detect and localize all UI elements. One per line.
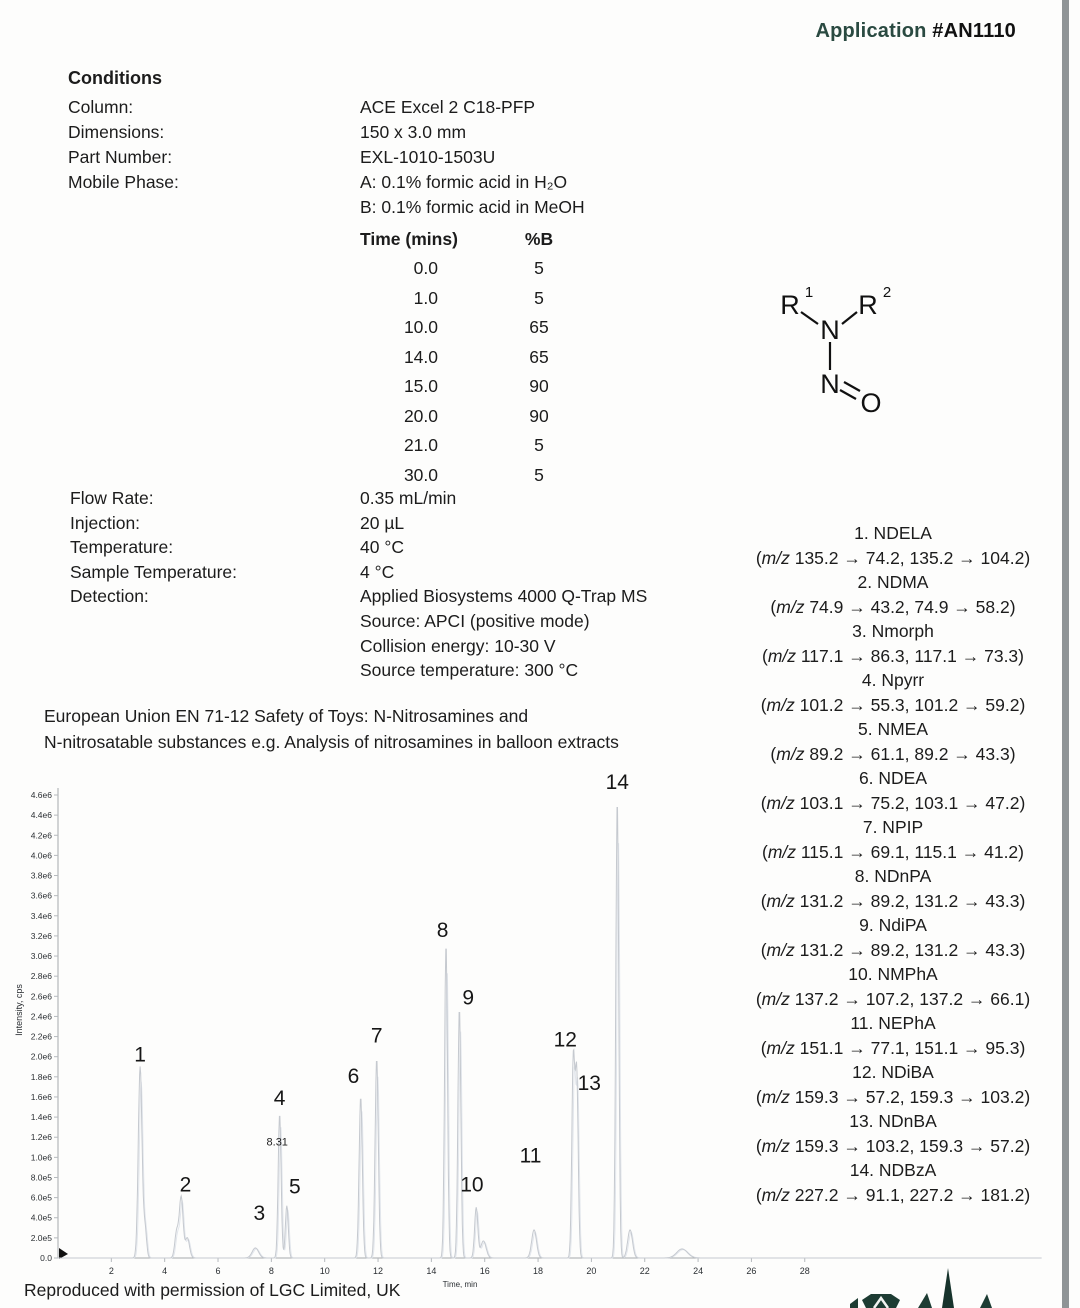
y-axis-label: Intensity, cps — [14, 984, 24, 1036]
peak-label-8: 8 — [436, 918, 449, 942]
compound-name: 11. NEPhA — [850, 1013, 936, 1033]
condition-value: 150 x 3.0 mm — [360, 122, 467, 142]
condition-row — [68, 120, 585, 145]
peak-label-6: 6 — [347, 1064, 360, 1088]
x-tick-label: 14 — [426, 1266, 437, 1276]
y-tick-label: 8.0e5 — [30, 1172, 52, 1183]
compound-item — [725, 1158, 1061, 1207]
compound-item — [725, 1060, 1061, 1109]
compound-transitions: (m/z 115.1 → 69.1, 115.1 → 41.2) — [761, 841, 1024, 862]
x-tick-label: 20 — [586, 1266, 597, 1276]
y-tick-label: 4.6e6 — [30, 790, 52, 800]
condition-row — [70, 486, 647, 511]
condition-label: Part Number: — [68, 147, 173, 167]
x-tick-label: 24 — [693, 1266, 704, 1276]
y-tick-label: 3.2e6 — [30, 930, 52, 941]
y-tick-label: 2.0e5 — [30, 1232, 52, 1243]
y-tick-label: 3.8e6 — [30, 870, 52, 881]
y-tick-label: 2.4e6 — [30, 1011, 52, 1022]
mz-italic: m/z — [776, 743, 805, 764]
gradient-header-time: Time (mins) — [360, 229, 458, 249]
gradient-percent-b-cell: 90 — [529, 405, 549, 426]
application-number: #AN1110 — [932, 20, 1016, 42]
peak-retention-annotation: 8.31 — [266, 1136, 288, 1149]
peak-label-11: 11 — [519, 1144, 542, 1168]
peak-label-7: 7 — [370, 1024, 383, 1048]
compound-name: 10. NMPhA — [848, 964, 938, 984]
compound-name: 7. NPIP — [862, 817, 924, 837]
mz-italic: m/z — [766, 694, 795, 715]
structure-r1: R — [780, 290, 800, 320]
condition-values — [360, 120, 466, 145]
mz-italic: m/z — [766, 939, 795, 960]
compound-name: 14. NDBzA — [849, 1160, 937, 1180]
y-tick-label: 6.0e5 — [30, 1192, 52, 1203]
condition-value: A: 0.1% formic acid in H₂O — [360, 172, 568, 192]
brand-logo-partial — [850, 1248, 1060, 1308]
peak-label-4: 4 — [273, 1087, 286, 1111]
gradient-percent-b-cell: 5 — [534, 258, 544, 278]
application-label: Application — [815, 20, 933, 42]
compound-item — [725, 864, 1061, 913]
condition-row — [68, 145, 585, 170]
condition-row — [68, 170, 585, 220]
compound-transitions: (m/z 135.2 → 74.2, 135.2 → 104.2) — [755, 547, 1031, 568]
x-tick-label: 26 — [746, 1266, 757, 1276]
peak-label-14: 14 — [605, 770, 629, 794]
gradient-table-header — [360, 224, 640, 254]
structure-r2: R — [858, 290, 878, 320]
condition-value: Source: APCI (positive mode) — [360, 610, 590, 631]
mz-italic: m/z — [767, 645, 797, 666]
mz-italic: m/z — [761, 1135, 790, 1156]
condition-values — [360, 560, 394, 585]
compound-transitions: (m/z 103.1 → 75.2, 103.1 → 47.2) — [760, 792, 1026, 813]
condition-value: 4 °C — [360, 561, 395, 582]
origin-arrow-icon — [59, 1248, 68, 1259]
compound-name: 12. NDiBA — [852, 1062, 934, 1082]
condition-values — [360, 584, 647, 682]
study-title-line1: European Union EN 71-12 Safety of Toys: N-Nitrosamines and — [44, 706, 529, 726]
compound-transitions: (m/z 131.2 → 89.2, 131.2 → 43.3) — [760, 890, 1026, 911]
compound-item — [725, 619, 1061, 668]
logo-peak-small-right — [980, 1294, 992, 1308]
gradient-header-percent-b: %B — [524, 229, 554, 249]
bond-n-o-1 — [840, 390, 856, 399]
gradient-row — [360, 372, 640, 402]
compound-transitions: (m/z 151.1 → 77.1, 151.1 → 95.3) — [760, 1037, 1026, 1058]
mz-italic: m/z — [761, 1184, 790, 1205]
condition-label: Mobile Phase: — [68, 172, 179, 192]
compound-item — [725, 913, 1061, 962]
gradient-table-body — [360, 254, 640, 490]
y-tick-label: 1.4e6 — [30, 1112, 52, 1123]
compound-name: 6. NDEA — [858, 768, 928, 788]
condition-row — [70, 535, 647, 560]
compound-name: 3. Nmorph — [852, 621, 934, 641]
gradient-row — [360, 343, 640, 373]
gradient-table — [360, 224, 640, 490]
gradient-percent-b-cell: 90 — [529, 376, 549, 396]
gradient-time-cell: 21.0 — [403, 435, 438, 455]
compound-transitions: (m/z 101.2 → 55.3, 101.2 → 59.2) — [760, 694, 1026, 715]
y-tick-label: 4.2e6 — [30, 830, 52, 841]
condition-label: Temperature: — [70, 537, 174, 558]
gradient-time-cell: 14.0 — [403, 346, 438, 367]
gradient-row — [360, 402, 640, 432]
condition-values — [360, 535, 404, 560]
condition-label: Sample Temperature: — [70, 561, 237, 582]
structure-r2-superscript: 2 — [882, 284, 892, 301]
compound-name: 13. NDnBA — [849, 1111, 937, 1131]
bond-n-o-2 — [844, 382, 860, 391]
mz-italic: m/z — [766, 792, 795, 813]
bond-r1-n — [801, 312, 818, 324]
condition-label: Flow Rate: — [70, 488, 154, 508]
mz-italic: m/z — [766, 1037, 795, 1058]
compound-name: 5. NMEA — [857, 719, 929, 739]
x-tick-label: 28 — [799, 1266, 810, 1276]
structure-r1-superscript: 1 — [804, 284, 814, 301]
peak-label-5: 5 — [288, 1175, 301, 1199]
compound-list — [725, 521, 1061, 1207]
peak-label-10: 10 — [460, 1173, 484, 1197]
compound-transitions: (m/z 137.2 → 107.2, 137.2 → 66.1) — [755, 988, 1031, 1009]
y-tick-label: 1.8e6 — [30, 1071, 52, 1082]
mz-italic: m/z — [761, 988, 790, 1009]
logo-peak-small-left — [918, 1293, 932, 1308]
logo-peak-tall — [942, 1268, 954, 1308]
compound-transitions: (m/z 74.9 → 43.2, 74.9 → 58.2) — [770, 596, 1016, 617]
gradient-row — [360, 254, 640, 284]
condition-values — [360, 170, 585, 220]
y-tick-label: 0.0 — [40, 1253, 52, 1263]
condition-values — [360, 95, 535, 120]
y-tick-label: 3.4e6 — [30, 910, 52, 921]
condition-value: ACE Excel 2 C18-PFP — [360, 97, 536, 117]
mz-italic: m/z — [766, 890, 795, 911]
condition-values — [360, 486, 456, 511]
footer-credit: Reproduced with permission of LGC Limited, UK — [24, 1280, 401, 1300]
compound-item — [725, 1109, 1061, 1158]
y-tick-label: 2.2e6 — [30, 1031, 52, 1042]
conditions2-rows — [70, 486, 647, 683]
conditions-rows — [68, 95, 585, 220]
condition-label: Column: — [68, 97, 134, 117]
compound-transitions: (m/z 159.3 → 103.2, 159.3 → 57.2) — [755, 1135, 1031, 1156]
y-tick-label: 4.4e6 — [30, 810, 52, 821]
gradient-time-cell: 1.0 — [413, 287, 438, 308]
logo-fragment — [850, 1298, 858, 1308]
condition-value: 20 µL — [360, 512, 405, 533]
compound-item — [725, 1011, 1061, 1060]
gradient-row — [360, 313, 640, 343]
study-title-line2: N-nitrosatable substances e.g. Analysis of nitrosamines in balloon extracts — [44, 732, 619, 752]
compound-item — [725, 668, 1061, 717]
condition-value: 0.35 mL/min — [360, 488, 457, 508]
condition-row — [70, 584, 647, 682]
condition-value: Applied Biosystems 4000 Q-Trap MS — [360, 586, 648, 607]
compound-item — [725, 766, 1061, 815]
compound-name: 1. NDELA — [854, 523, 932, 543]
compound-item — [725, 815, 1061, 864]
x-tick-label: 4 — [162, 1266, 168, 1276]
compound-item — [725, 570, 1061, 619]
peak-label-2: 2 — [179, 1173, 192, 1197]
x-tick-label: 8 — [268, 1266, 274, 1276]
condition-value: Source temperature: 300 °C — [360, 660, 579, 681]
y-tick-label: 1.0e6 — [30, 1152, 52, 1163]
gradient-time-cell: 30.0 — [403, 464, 438, 485]
peak-label-1: 1 — [134, 1043, 146, 1067]
compound-name: 8. NDnPA — [854, 866, 932, 886]
compound-transitions: (m/z 227.2 → 91.1, 227.2 → 181.2) — [755, 1184, 1031, 1205]
compound-name: 2. NDMA — [857, 572, 929, 592]
gradient-row — [360, 284, 640, 314]
peak-label-3: 3 — [253, 1201, 266, 1225]
x-tick-label: 2 — [108, 1266, 114, 1276]
y-tick-label: 2.8e6 — [30, 971, 52, 982]
compound-transitions: (m/z 89.2 → 61.1, 89.2 → 43.3) — [770, 743, 1016, 764]
gradient-time-cell: 20.0 — [403, 405, 438, 426]
x-tick-label: 18 — [533, 1266, 544, 1276]
compound-name: 9. NdiPA — [859, 915, 927, 935]
compound-name: 4. Npyrr — [861, 670, 925, 690]
mz-italic: m/z — [761, 547, 790, 568]
condition-label: Injection: — [70, 512, 141, 533]
condition-row — [70, 560, 647, 585]
conditions-section — [68, 68, 585, 220]
y-tick-label: 1.2e6 — [30, 1132, 52, 1143]
y-tick-label: 4.0e6 — [30, 850, 52, 861]
conditions-section-2 — [70, 486, 647, 683]
structure-o: O — [860, 388, 882, 418]
gradient-time-cell: 15.0 — [403, 376, 438, 396]
peak-label-13: 13 — [577, 1071, 601, 1095]
condition-value: 40 °C — [360, 537, 404, 558]
conditions-title: Conditions — [68, 68, 162, 88]
condition-label: Detection: — [70, 586, 149, 607]
gradient-percent-b-cell: 65 — [529, 317, 549, 337]
condition-value: B: 0.1% formic acid in MeOH — [360, 197, 585, 217]
peak-label-12: 12 — [553, 1028, 577, 1052]
peak-label-9: 9 — [462, 986, 475, 1010]
compound-transitions: (m/z 131.2 → 89.2, 131.2 → 43.3) — [760, 939, 1026, 960]
structure-n2: N — [820, 369, 840, 399]
compound-transitions: (m/z 117.1 → 86.3, 117.1 → 73.3) — [761, 645, 1024, 666]
mz-italic: m/z — [767, 841, 797, 862]
y-tick-label: 3.0e6 — [30, 951, 52, 962]
condition-value: EXL-1010-1503U — [360, 147, 496, 167]
y-tick-label: 2.0e6 — [30, 1051, 52, 1062]
gradient-row — [360, 431, 640, 461]
condition-label: Dimensions: — [68, 122, 165, 142]
x-tick-label: 22 — [639, 1266, 650, 1276]
compound-item — [725, 521, 1061, 570]
x-tick-label: 16 — [479, 1266, 490, 1276]
mz-italic: m/z — [761, 1086, 790, 1107]
y-tick-label: 3.6e6 — [30, 890, 52, 901]
bond-r2-n — [842, 312, 857, 324]
mz-italic: m/z — [776, 596, 805, 617]
app-number-header — [0, 20, 1016, 43]
gradient-percent-b-cell: 5 — [534, 435, 544, 455]
gradient-percent-b-cell: 5 — [534, 287, 544, 308]
gradient-time-cell: 0.0 — [413, 258, 438, 278]
compound-transitions: (m/z 159.3 → 57.2, 159.3 → 103.2) — [755, 1086, 1031, 1107]
x-tick-label: 12 — [373, 1266, 384, 1276]
y-tick-label: 1.6e6 — [30, 1091, 52, 1102]
gradient-time-cell: 10.0 — [403, 317, 438, 337]
compound-item — [725, 717, 1061, 766]
compound-item — [725, 962, 1061, 1011]
gradient-percent-b-cell: 5 — [534, 464, 544, 485]
gradient-percent-b-cell: 65 — [529, 346, 549, 367]
x-axis-label: Time, min — [442, 1280, 478, 1289]
x-tick-label: 10 — [319, 1266, 330, 1276]
condition-row — [70, 511, 647, 536]
condition-values — [360, 145, 495, 170]
structure-n1: N — [820, 315, 840, 345]
y-tick-label: 4.0e5 — [30, 1212, 52, 1223]
condition-row — [68, 95, 585, 120]
nitrosamine-structure — [755, 262, 935, 427]
condition-value: Collision energy: 10-30 V — [360, 635, 556, 656]
condition-values — [360, 511, 404, 536]
x-tick-label: 6 — [215, 1266, 221, 1276]
y-tick-label: 2.6e6 — [30, 991, 52, 1002]
study-title — [44, 703, 619, 755]
